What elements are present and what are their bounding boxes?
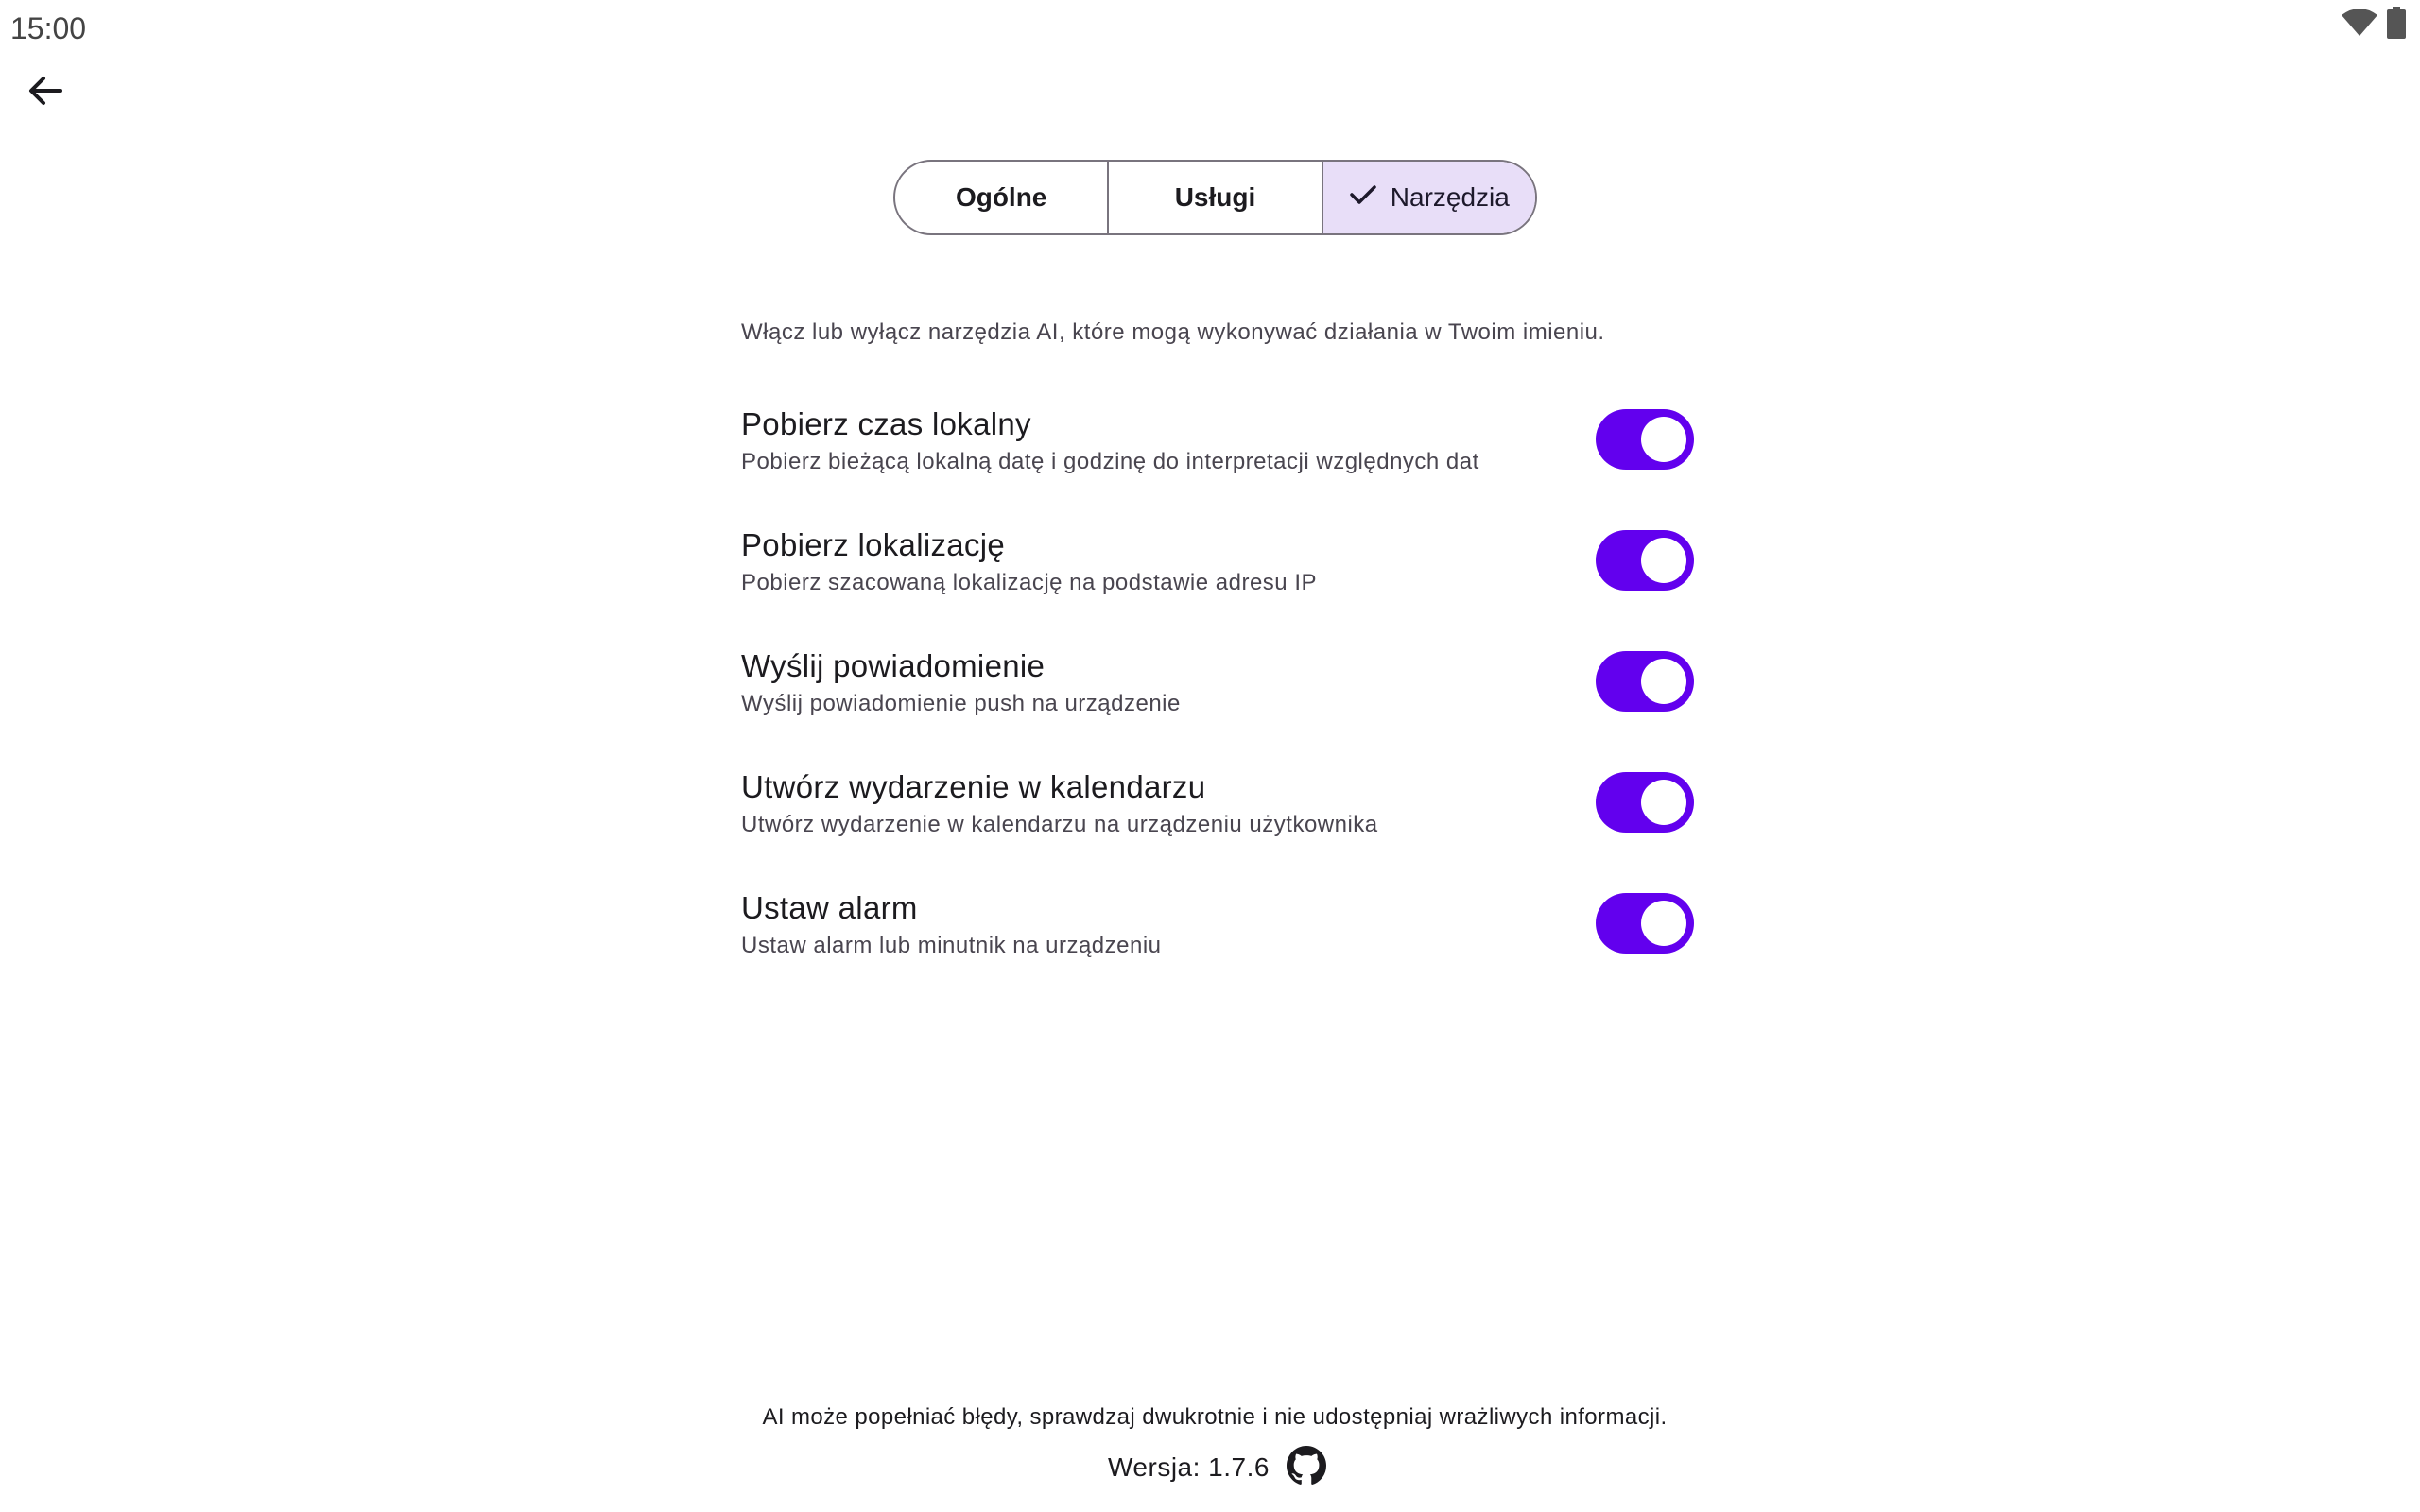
toggle-thumb: [1641, 417, 1686, 462]
tab-general[interactable]: [895, 162, 1109, 233]
tab-services[interactable]: [1109, 162, 1322, 233]
tools-list: [741, 402, 1694, 1006]
tool-description: Pobierz szacowaną lokalizację na podstawie adresu IP: [741, 570, 1317, 595]
tool-title: Pobierz czas lokalny: [741, 406, 1031, 441]
tool-title: Pobierz lokalizację: [741, 527, 1005, 562]
tool-toggle-create-calendar-event[interactable]: [1596, 772, 1694, 833]
tool-title: Ustaw alarm: [741, 890, 918, 925]
status-time: 15:00: [10, 11, 87, 45]
tool-toggle-set-alarm[interactable]: [1596, 893, 1694, 954]
status-bar: [0, 0, 2420, 57]
tool-toggle-get-location[interactable]: [1596, 530, 1694, 591]
tool-description: Utwórz wydarzenie w kalendarzu na urządzeniu użytkownika: [741, 812, 1378, 837]
tool-description: Ustaw alarm lub minutnik na urządzeniu: [741, 933, 1162, 958]
arrow-back-icon: [26, 72, 64, 114]
tool-item-set-alarm: [741, 885, 1694, 1006]
version-row: [1108, 1446, 1326, 1489]
tool-item-get-local-time: [741, 402, 1694, 523]
toggle-thumb: [1641, 538, 1686, 583]
tool-toggle-get-local-time[interactable]: [1596, 409, 1694, 470]
toggle-thumb: [1641, 901, 1686, 946]
tab-tools[interactable]: [1323, 162, 1535, 233]
toggle-thumb: [1641, 659, 1686, 704]
wifi-icon: [2341, 8, 2378, 43]
tool-item-create-calendar-event: [741, 765, 1694, 885]
tab-label: Usługi: [1174, 182, 1256, 212]
tool-title: Utwórz wydarzenie w kalendarzu: [741, 769, 1206, 804]
tool-item-send-notification: [741, 644, 1694, 765]
tool-title: Wyślij powiadomienie: [741, 648, 1046, 683]
tool-description: Wyślij powiadomienie push na urządzenie: [741, 691, 1181, 716]
back-button[interactable]: [25, 72, 66, 113]
tool-toggle-send-notification[interactable]: [1596, 651, 1694, 712]
battery-icon: [2386, 7, 2407, 43]
github-icon: [1287, 1446, 1326, 1490]
tab-label: Ogólne: [955, 182, 1047, 212]
tools-intro: Włącz lub wyłącz narzędzia AI, które mogą wykonywać działania w Twoim imieniu.: [741, 319, 1605, 345]
toggle-thumb: [1641, 780, 1686, 825]
ai-disclaimer: AI może popełniać błędy, sprawdzaj dwukrotnie i nie udostępniaj wrażliwych informacji.: [762, 1404, 1668, 1430]
tab-label: Narzędzia: [1390, 182, 1510, 212]
version-label: Wersja: 1.7.6: [1108, 1452, 1270, 1482]
status-icons: [2341, 8, 2407, 42]
tool-description: Pobierz bieżącą lokalną datę i godzinę do interpretacji względnych dat: [741, 449, 1479, 474]
check-icon: [1349, 182, 1377, 213]
tool-item-get-location: [741, 523, 1694, 644]
settings-tabs: [893, 160, 1537, 235]
github-link[interactable]: [1287, 1446, 1326, 1490]
